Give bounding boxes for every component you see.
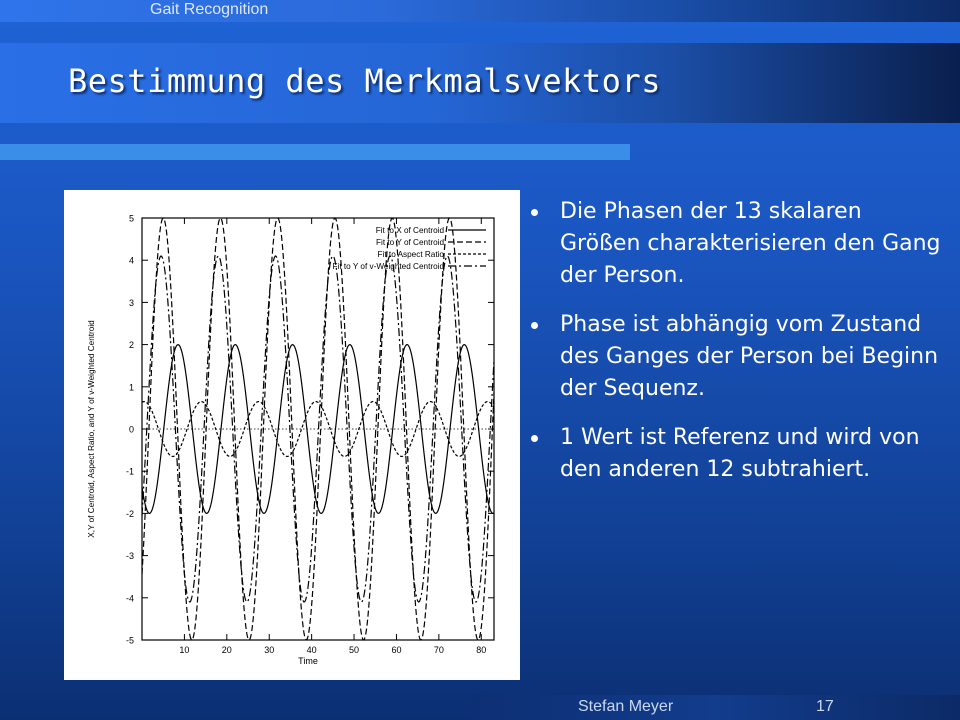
y-tick-label: 4	[128, 255, 134, 266]
y-tick-label: -5	[125, 635, 134, 646]
chart-panel	[64, 190, 520, 680]
x-tick-label: 40	[306, 645, 317, 655]
bullet-list	[525, 196, 945, 503]
bullet-text: Phase ist abhängig vom Zustand des Ganges der Person bei Beginn der Sequenz.	[560, 312, 939, 401]
footer-author: Stefan Meyer	[578, 698, 674, 715]
slide-title: Bestimmung des Merkmalsvektors	[68, 62, 661, 100]
x-tick-label: 20	[221, 645, 232, 655]
legend-label: Fit to Y of v-Weighted Centroid	[332, 262, 444, 271]
top-strip	[0, 0, 960, 22]
legend-label: Fit to Y of Centroid	[376, 238, 444, 247]
y-tick-label: -4	[125, 593, 134, 604]
y-tick-label: 2	[128, 340, 134, 351]
gait-phase-chart	[64, 190, 520, 680]
presentation-topic: Gait Recognition	[150, 1, 269, 18]
x-tick-label: 80	[476, 645, 487, 655]
footer-strip	[470, 695, 960, 720]
accent-bar	[0, 144, 630, 160]
legend-label: Fit to Aspect Ratio	[377, 250, 444, 259]
y-tick-label: 0	[128, 424, 134, 435]
bullet-item	[525, 196, 945, 292]
y-tick-label: 5	[128, 213, 134, 224]
bullet-dot-icon	[531, 209, 538, 216]
y-tick-label: 1	[128, 382, 134, 393]
bullet-dot-icon	[531, 435, 538, 442]
x-tick-label: 70	[433, 645, 444, 655]
y-tick-label: 3	[128, 297, 134, 308]
y-tick-label: -3	[125, 551, 134, 562]
x-tick-label: 30	[264, 645, 275, 655]
bullet-item	[525, 309, 945, 405]
legend-label: Fit to X of Centroid	[375, 226, 444, 235]
bullet-dot-icon	[531, 322, 538, 329]
y-axis-label: X,Y of Centroid, Aspect Ratio, and Y of v-Weighted Centroid	[87, 320, 96, 538]
y-tick-label: -2	[125, 508, 134, 519]
x-tick-label: 50	[349, 645, 360, 655]
page-number: 17	[816, 698, 834, 715]
y-tick-label: -1	[125, 466, 134, 477]
bullet-item	[525, 422, 945, 486]
bullet-text: Die Phasen der 13 skalaren Größen charakterisieren den Gang der Person.	[560, 199, 941, 288]
bullet-text: 1 Wert ist Referenz und wird von den anderen 12 subtrahiert.	[560, 425, 920, 482]
x-tick-label: 10	[179, 645, 190, 655]
x-axis-label: Time	[298, 656, 318, 666]
x-tick-label: 60	[391, 645, 402, 655]
